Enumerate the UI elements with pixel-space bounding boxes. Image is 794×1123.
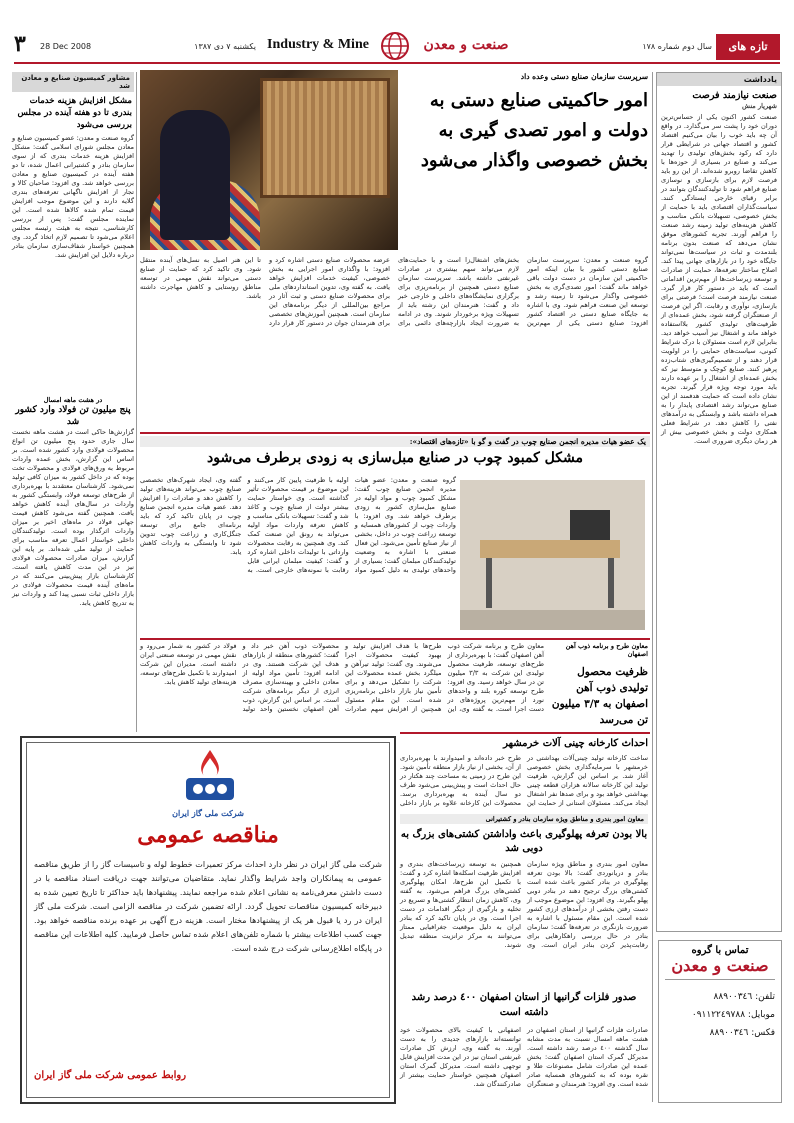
divider [400,732,650,734]
divider [140,432,650,434]
steel-kicker: معاون طرح و برنامه ذوب آهن اصفهان [565,642,648,658]
ad-body: شرکت ملی گاز ایران در نظر دارد احداث مرکز تعمیرات خطوط لوله و تاسیسات گاز را از طریق مناقصه عمومی به پیمانکاران واجد شرایط واگذار نماید. متقاضیان می‌توانند جهت دریافت اسناد مناقصه با در دست داشتن معرفی‌نامه به نشانی اعلام شده مراجعه نمایند. پیشنهادها باید حداکثر تا تاریخ تعیین شده به دبیرخانه کمیسیون مناقصات تحویل گردد. ارائه تضمین شرکت در مناقصه الزامی است. شرکت ملی گاز ایران در رد یا قبول هر یک از پیشنهادها مختار است. هزینه درج آگهی بر عهده برنده مناقصه خواهد بود. جهت کسب اطلاعات بیشتر با شماره تلفن‌های اعلام شده تماس حاصل فرمایید. کلیه اطلاعات این مناقصه در پایگاه اطلاع‌رسانی شرکت درج شده است. [34,860,382,953]
steel-import-headline: پنج میلیون تن فولاد وارد کشور شد [15,405,131,427]
steel-body: معاون طرح و برنامه شرکت ذوب آهن اصفهان گفت: با بهره‌برداری از طرح‌های توسعه، ظرفیت محصول تولیدی این شرکت به ٣/٣ میلیون تن در سال خواهد رسید. وی افزود: طرح توسعه کوره بلند و واحدهای نورد از مهم‌ترین پروژه‌های در دست اجرا است. به گفته وی، این طرح‌ها با هدف افزایش تولید و بهبود کیفیت محصولات اجرا می‌شوند. وی گفت: تولید تیرآهن و میلگرد بخش عمده محصولات این شرکت را تشکیل می‌دهد و برای تأمین نیاز بازار داخلی برنامه‌ریزی شده است. این مقام مسئول همچنین از افزایش سهم صادرات محصولات ذوب آهن خبر داد و گفت: کشورهای منطقه از بازارهای هدف این شرکت هستند. وی در ادامه افزود: تأمین مواد اولیه از معادن داخلی و بهینه‌سازی مصرف انرژی از دیگر برنامه‌های شرکت است. بر اساس این گزارش، ذوب آهن اصفهان نخستین واحد تولید فولاد در کشور به شمار می‌رود و نقش مهمی در توسعه صنعتی ایران داشته است. مدیران این شرکت امیدوارند با تکمیل طرح‌های توسعه، هزینه‌های تولید کاهش یابد. [140,642,544,713]
editorial-body: صنعت کشور اکنون یکی از حساس‌ترین دوران خود را پشت سر می‌گذارد. در واقع آن چه باید خوب را بیان می‌کنیم اقتصاد کشور و اقتصاد جهانی در شرایطی قرار دارد که رکود بخش‌های تولیدی را تهدید می‌کند و صنایع در بسیاری از حوزه‌ها با کاهش تقاضا روبرو شده‌اند. از این رو باید فرصت لازم برای بازسازی و نوسازی صنایع فراهم شود تا تولیدکنندگان بتوانند در برابر رقبای خارجی ایستادگی کنند. سیاست‌گذاران اقتصادی باید با حمایت از بخش خصوصی، تسهیلات بانکی مناسب و کاهش هزینه‌های تولید زمینه رشد صنعت را فراهم آورند. تجربه کشورهای موفق نشان می‌دهد که صنعت بدون برنامه بلندمدت و ثبات در سیاست‌ها نمی‌تواند جایگاه خود را در بازارهای جهانی پیدا کند. اصلاح ساختار تعرفه‌ها، حمایت از صادرات و توسعه زیرساخت‌ها از مهم‌ترین اقداماتی است که باید در دستور کار قرار گیرد. صنعت نیازمند فرصت است؛ فرصتی برای بازسازی، نوآوری و رقابت. اگر این فرصت از صنعتگران گرفته شود، بخش عمده‌ای از ظرفیت‌های تولیدی کشور بلااستفاده خواهد ماند و اشتغال نیز آسیب خواهد دید. بنابراین لازم است مسئولان با درک شرایط کنونی، سیاست‌های حمایتی را در اولویت قرار دهند و از تصمیم‌گیری‌های شتاب‌زده پرهیز کنند. صنایع کوچک و متوسط نیز که بخش عمده‌ای از اشتغال را بر عهده دارند باید مورد توجه ویژه قرار گیرند. تجربه نشان داده است که حمایت هدفمند از این صنایع می‌تواند رشد اقتصادی پایدار را به همراه داشته باشد و وابستگی به درآمدهای نفتی را کاهش دهد. در شرایط فعلی همکاری دولت و بخش خصوصی بیش از هر زمان دیگری ضروری است. [661,113,777,445]
steel-import-kicker: در هشت ماهه امسال [43,396,103,404]
fax-label: فکس: [751,1028,775,1038]
date-en: 28 Dec 2008 [40,42,92,51]
ad-company: شرکت ملی گاز ایران [172,808,244,818]
contact-group: صنعت و معدن [671,956,769,975]
mdf-headline: مشکل کمبود چوب در صنایع مبل‌سازی به زودی برطرف می‌شود [207,450,583,466]
date-fa: یکشنبه ٧ دی ١٣٨٧ [194,42,256,51]
section-label: یادداشت [657,73,781,86]
mobile-number[interactable]: ٠٩١١٢٢٤٩٧٨٨ [691,1010,746,1020]
ad-title: مناقصه عمومی [137,822,279,848]
editorial-box [656,72,782,932]
ports-body: معاون امور بندری و مناطق ویژه سازمان بنادر و دریانوردی گفت: بالا بودن تعرفه پهلوگیری در بنادر کشور باعث شده است کشتی‌های بزرگ ترجیح دهند در بنادر دوبی پهلو بگیرند. وی افزود: این موضوع موجب از دست رفتن بخشی از درآمدهای ارزی کشور شده است. این مقام مسئول با اشاره به ضرورت بازنگری در تعرفه‌ها گفت: سازمان بنادر در حال بررسی راهکارهایی برای رقابت‌پذیر کردن بنادر ایران است. وی همچنین به توسعه زیرساخت‌های بندری و افزایش ظرفیت اسکله‌ها اشاره کرد و گفت: با تکمیل این طرح‌ها، امکان پهلوگیری کشتی‌های بزرگ فراهم می‌شود. به گفته وی، کاهش زمان انتظار کشتی‌ها و تسریع در تخلیه و بارگیری از دیگر اقدامات در دست اجرا است. وی در پایان تاکید کرد که بنادر ایران به دلیل موقعیت جغرافیایی ممتاز می‌توانند به مرکز ترانزیت منطقه تبدیل شوند. [400,860,648,949]
ports-kicker: معاون امور بندری و مناطق ویژه سازمان بنادر و کشتیرانی [400,814,648,824]
glass-body: ساخت کارخانه تولید چینی‌آلات بهداشتی در خرمشهر با سرمایه‌گذاری بخش خصوصی آغاز شد. بر اساس این گزارش، ظرفیت تولید این کارخانه سالانه هزاران قطعه چینی بهداشتی خواهد بود و برای صدها نفر اشتغال ایجاد می‌کند. مسئولان استانی از حمایت این طرح خبر داده‌اند و امیدوارند با بهره‌برداری از آن، بخشی از نیاز بازار منطقه تأمین شود. این طرح در زمینی به مساحت چند هکتار در حال احداث است و پیش‌بینی می‌شود ظرف دو سال آینده به بهره‌برداری برسد. محصولات این کارخانه علاوه بر بازار داخلی [400,754,648,807]
mobile-label: موبایل: [747,1010,775,1020]
phone-number[interactable]: ٨٨٩٠٠٣٤٦ [713,992,753,1002]
gas-company-logo-icon [180,748,240,804]
lead-kicker: سرپرست سازمان صنایع دستی وعده داد [520,72,648,81]
mdf-body: گروه صنعت و معدن: عضو هیات مدیره انجمن صنایع چوب گفت: مشکل کمبود چوب و مواد اولیه در صنایع مبل‌سازی کشور به زودی برطرف خواهد شد. وی افزود: با واردات چوب از کشورهای همسایه و توسعه زراعت چوب در داخل، بخشی از نیاز صنایع تأمین می‌شود. این فعال صنعتی با اشاره به وضعیت تولیدکنندگان مبلمان گفت: بسیاری از واحدهای تولیدی به دلیل کمبود مواد اولیه با ظرفیت پایین کار می‌کنند و این موضوع بر قیمت محصولات تأثیر گذاشته است. وی خواستار حمایت بیشتر دولت از صنایع چوب و کاغذ شد و گفت: تسهیلات بانکی مناسب و کاهش تعرفه واردات مواد اولیه می‌تواند به رونق این صنعت کمک کند. وی همچنین به رقابت محصولات وارداتی با تولیدات داخلی اشاره کرد و گفت: کیفیت مبلمان ایرانی قابل رقابت با نمونه‌های خارجی است. به گفته وی، ایجاد شهرک‌های تخصصی صنایع چوب می‌تواند هزینه‌های تولید را کاهش دهد و صادرات را افزایش دهد. عضو هیات مدیره انجمن صنایع چوب در پایان تاکید کرد که باید برنامه‌ای جامع برای توسعه جنگل‌کاری و زراعت چوب تدوین شود تا وابستگی به واردات کاهش یابد. [140,476,456,574]
lead-body: گروه صنعت و معدن: سرپرست سازمان صنایع دستی کشور با بیان اینکه امور حاکمیتی این سازمان در دست دولت باقی خواهد ماند گفت: امور تصدی‌گری به بخش خصوصی واگذار می‌شود تا زمینه رشد و توسعه این صنعت فراهم شود. وی با اشاره به جایگاه صنایع دستی در اقتصاد کشور افزود: صنایع دستی یکی از مهم‌ترین بخش‌های اشتغال‌زا است و با حمایت‌های لازم می‌تواند سهم بیشتری در صادرات غیرنفتی داشته باشد. سرپرست سازمان صنایع دستی همچنین از برنامه‌ریزی برای برگزاری نمایشگاه‌های داخلی و خارجی خبر داد و گفت: هنرمندان این رشته باید از تسهیلات ویژه برخوردار شوند. وی در ادامه به ضرورت ایجاد بازارچه‌های دائمی برای عرضه محصولات صنایع دستی اشاره کرد و افزود: با واگذاری امور اجرایی به بخش خصوصی، کیفیت خدمات افزایش خواهد یافت. به گفته وی، تدوین استانداردهای ملی برای محصولات صنایع دستی و ثبت آثار در مراجع بین‌المللی از دیگر برنامه‌های این سازمان است. همچنین آموزش‌های تخصصی برای هنرمندان جوان در دستور کار قرار دارد تا این هنر اصیل به نسل‌های آینده منتقل شود. وی تاکید کرد که حمایت از صنایع دستی می‌تواند نقش مهمی در توسعه مناطق روستایی و کاهش مهاجرت داشته باشد. [140,256,648,327]
ad-footer: روابط عمومی شرکت ملی گاز ایران [34,1070,187,1081]
page-title-en: Industry & Mine [267,37,369,52]
page-number: ٣ [14,31,26,57]
mdf-kicker: یک عضو هیات مدیره انجمن صنایع چوب در گفت و گو با «تازه‌های اقتصاد»: [140,436,650,447]
divider [140,638,650,640]
tender-advertisement [20,736,396,1104]
handicraft-photo [140,70,398,250]
furniture-photo [460,480,645,630]
left-column [12,72,134,718]
ports-fee-headline: مشکل افزایش هزینه خدمات بندری تا دو هفته آینده در مجلس بررسی می‌شود [17,96,132,130]
contact-box [658,940,782,1103]
lead-headline: امور حاکمیتی صنایع دستی به دولت و امور تصدی گیری به بخش خصوصی واگذار می‌شود [420,90,648,171]
newspaper-logo: ﺗﺎزه هاﯼ [716,34,780,60]
column-divider [652,72,653,1102]
export-headline: صدور فلزات گرانبها از استان اصفهان ٤٠٠ درصد رشد داشته است [411,992,637,1018]
ports-fee-body: گروه صنعت و معدن: عضو کمیسیون صنایع و معادن مجلس شورای اسلامی گفت: مشکل افزایش هزینه خدمات بندری که از سوی سازمان بنادر و کشتیرانی اعمال شده، تا دو هفته آینده در کمیسیون صنایع و معادن بررسی خواهد شد. وی افزود: صاحبان کالا و تجار از افزایش ناگهانی تعرفه‌های بندری گلایه دارند و این موضوع موجب افزایش قیمت تمام شده کالاها شده است. این نماینده مجلس گفت: پس از بررسی کارشناسی، نتیجه به هیئت رئیسه مجلس اعلام می‌شود تا تصمیم لازم اتخاذ گردد. وی همچنین خواستار شفاف‌سازی سازمان بنادر درباره دلایل این افزایش شد. [11,134,134,259]
export-body: صادرات فلزات گرانبها از استان اصفهان در هشت ماهه امسال نسبت به مدت مشابه سال گذشته ٤٠٠ درصد رشد داشته است. مدیرکل گمرک استان اصفهان گفت: بخش عمده این صادرات شامل مصنوعات طلا و نقره بوده که به کشورهای همسایه صادر شده است. وی افزود: هنرمندان و صنعتگران اصفهانی با کیفیت بالای محصولات خود توانسته‌اند بازارهای جدیدی را به دست آورند. به گفته وی، ارزش کل صادرات غیرنفتی استان نیز در این مدت افزایش قابل توجهی داشته است. مدیرکل گمرک استان اصفهان همچنین خواستار حمایت بیشتر از صادرکنندگان شد. [400,1026,648,1088]
column-divider [136,72,137,732]
glass-headline: احداث کارخانه چینی آلات خرمشهر [503,738,648,749]
page-title-fa: صنعت و معدن [423,37,509,53]
left-section-label: مشاور کمیسیون صنایع و معادن شد [12,72,134,92]
editorial-title: صنعت نیازمند فرصت [692,90,777,101]
issue-number: ﺳﺎل دوم شماره ١٧٨ [642,42,712,51]
editorial-author: شهریار منش [742,102,777,110]
steel-import-body: گزارش‌ها حاکی است در هشت ماهه نخست سال جاری حدود پنج میلیون تن انواع محصولات فولادی وارد کشور شده است. بر اساس این گزارش، بخش عمده واردات مربوط به ورق‌های فولادی و محصولات تخت بوده که در داخل کشور به میزان کافی تولید نمی‌شود. کارشناسان معتقدند با بهره‌برداری از طرح‌های توسعه فولاد، وابستگی کشور به واردات در سال‌های آینده کاهش خواهد یافت. همچنین گفته می‌شود کاهش قیمت جهانی فولاد در ماه‌های اخیر بر میزان واردات اثرگذار بوده است. تولیدکنندگان داخلی خواستار اعمال تعرفه مناسب برای حمایت از تولید ملی شده‌اند. بر پایه این گزارش، میزان صادرات محصولات فولادی نیز در این مدت کاهش یافته است. کارشناسان بازار پیش‌بینی می‌کنند که در ماه‌های آینده قیمت محصولات فولادی در بازار داخلی ثبات نسبی پیدا کند و واردات نیز به تدریج کاهش یابد. [12,428,134,607]
steel-headline: ظرفیت محصول تولیدی ذوب آهن اصفهان به ٣/٣ میلیون تن می‌رسد [551,666,648,726]
fax-number[interactable]: ٨٨٩٠٠٣٤٦ [709,1028,749,1038]
phone-label: تلفن: [755,992,775,1002]
ports-headline: بالا بودن تعرفه پهلوگیری باعث واداشتن کشتی‌های بزرگ به دوبی شد [400,829,648,854]
contact-title: تماس با گروه [691,945,749,956]
globe-icon [378,31,412,61]
